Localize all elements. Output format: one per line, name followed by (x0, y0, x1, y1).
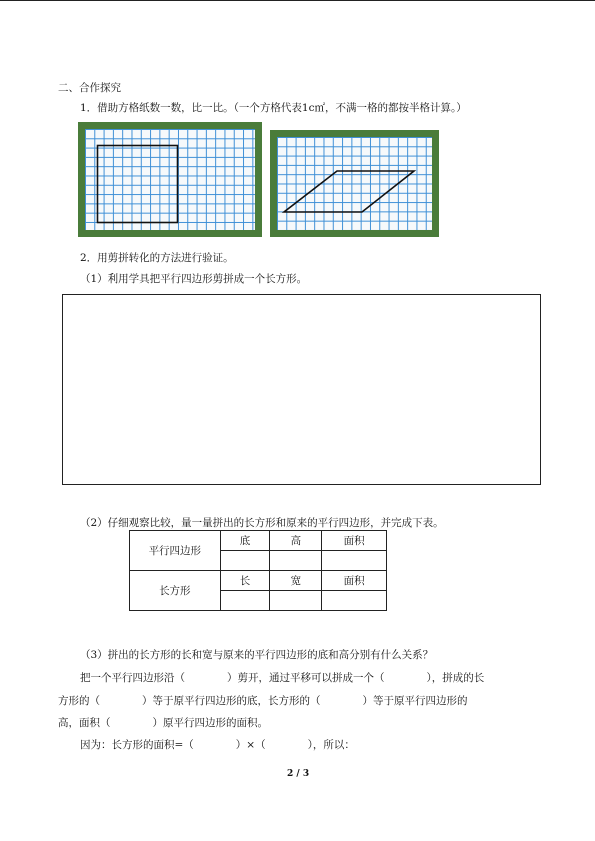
fill-in-line-2: 方形的（ ）等于原平行四边形的底，长方形的（ ）等于原平行四边形的 (58, 695, 468, 707)
fill-in-line-1: 把一个平行四边形沿（ ）剪开，通过平移可以拼成一个（ ），拼成的长 (80, 672, 485, 684)
square-shape (78, 122, 262, 237)
answer-cell[interactable] (270, 591, 322, 611)
col-header-base: 底 (220, 531, 270, 551)
table-row (130, 571, 387, 591)
col-header-area: 面积 (322, 531, 387, 551)
comparison-table (129, 530, 387, 611)
col-header-length: 长 (220, 571, 270, 591)
drawing-area[interactable] (62, 294, 541, 485)
question-1: 1．借助方格纸数一数，比一比。（一个方格代表1c㎡，不满一格的都按半格计算。） (80, 102, 467, 114)
header-rule (0, 0, 595, 1)
fill-in-line-3: 高，面积（ ）原平行四边形的面积。 (58, 717, 268, 729)
answer-cell[interactable] (270, 551, 322, 571)
section-title: 二、合作探究 (58, 82, 121, 94)
parallelogram-shape (270, 130, 439, 237)
col-header-height: 高 (270, 531, 322, 551)
page-number: 2 / 3 (287, 769, 310, 779)
grid-figure-square (78, 122, 262, 237)
row-label-parallelogram: 平行四边形 (130, 531, 221, 571)
answer-cell[interactable] (220, 551, 270, 571)
question-2-1: （1）利用学具把平行四边形剪拼成一个长方形。 (80, 273, 308, 285)
question-2-2: （2）仔细观察比较，量一量拼出的长方形和原来的平行四边形，并完成下表。 (80, 517, 444, 529)
table-row (130, 531, 387, 551)
grid-figure-parallelogram (270, 130, 439, 237)
answer-cell[interactable] (322, 591, 387, 611)
col-header-area: 面积 (322, 571, 387, 591)
col-header-width: 宽 (270, 571, 322, 591)
answer-cell[interactable] (220, 591, 270, 611)
question-2-3: （3）拼出的长方形的长和宽与原来的平行四边形的底和高分别有什么关系？ (80, 649, 434, 661)
row-label-rectangle: 长方形 (130, 571, 221, 611)
because-line: 因为：长方形的面积=（ ）×（ ），所以： (80, 739, 355, 751)
question-2: 2．用剪拼转化的方法进行验证。 (80, 252, 234, 264)
answer-cell[interactable] (322, 551, 387, 571)
